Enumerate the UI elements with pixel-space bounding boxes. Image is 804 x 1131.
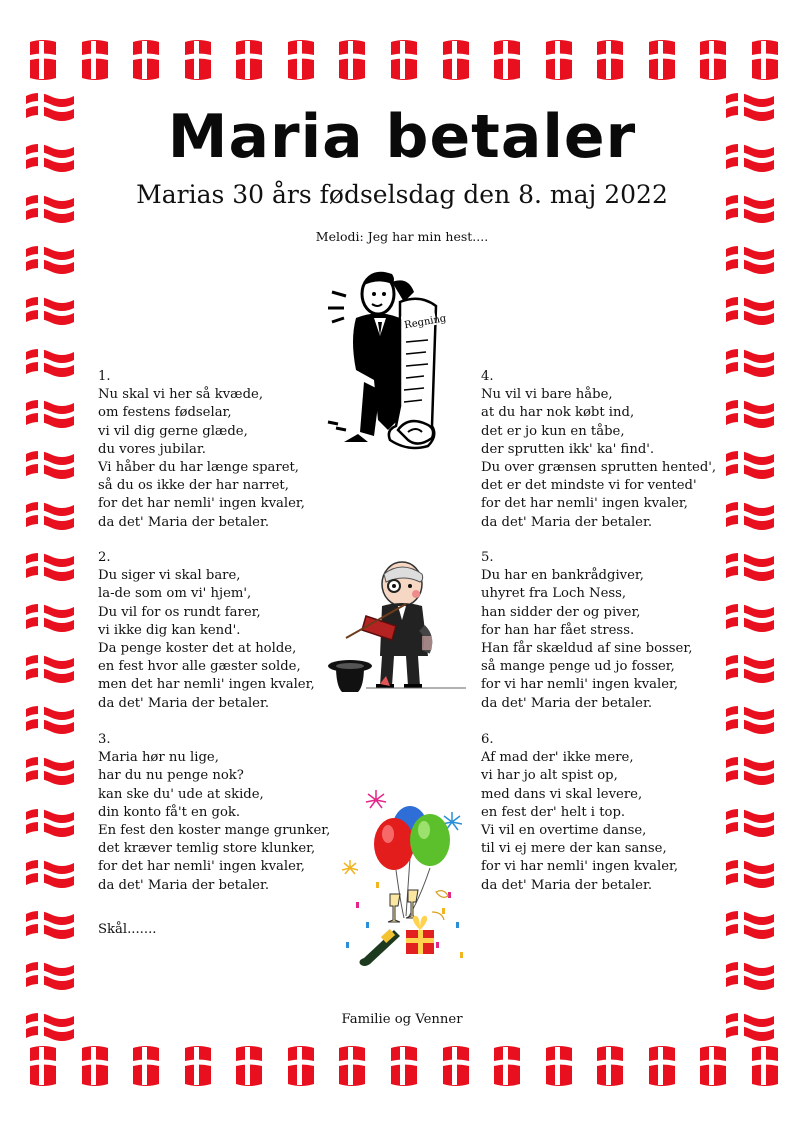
verse-line: for det har nemli' ingen kvaler, bbox=[98, 859, 305, 875]
verse-line: for det har nemli' ingen kvaler, bbox=[481, 496, 688, 512]
verse-line: Du over grænsen sprutten hented', bbox=[481, 460, 717, 476]
danish-flag-icon bbox=[750, 1046, 780, 1086]
verse-number: 1. bbox=[98, 369, 111, 384]
danish-flag-icon bbox=[724, 348, 776, 378]
danish-flag-icon bbox=[724, 859, 776, 889]
danish-flag-icon bbox=[24, 654, 76, 684]
danish-flag-icon bbox=[724, 910, 776, 940]
danish-flag-icon bbox=[24, 296, 76, 326]
verse-1 bbox=[98, 368, 305, 532]
verse-4 bbox=[481, 368, 716, 532]
verse-line: det er det mindste vi for vented' bbox=[481, 478, 697, 494]
verse-line: uhyret fra Loch Ness, bbox=[481, 586, 627, 602]
verse-line: om festens fødselar, bbox=[98, 405, 232, 421]
verse-line: da det' Maria der betaler. bbox=[481, 695, 653, 711]
danish-flag-icon bbox=[286, 40, 316, 80]
party-balloons-illustration bbox=[336, 782, 476, 967]
danish-flag-icon bbox=[337, 1046, 367, 1086]
danish-flag-icon bbox=[724, 501, 776, 531]
danish-flag-icon bbox=[24, 552, 76, 582]
danish-flag-icon bbox=[441, 40, 471, 80]
danish-flag-icon bbox=[131, 40, 161, 80]
danish-flag-icon bbox=[24, 450, 76, 480]
verse-line: Maria hør nu lige, bbox=[98, 750, 219, 766]
danish-flag-icon bbox=[724, 705, 776, 735]
verse-line: da det' Maria der betaler. bbox=[98, 877, 270, 893]
verse-line: for han har fået stress. bbox=[481, 622, 635, 638]
danish-flag-icon bbox=[647, 1046, 677, 1086]
verse-line: vi vil dig gerne glæde, bbox=[98, 423, 248, 439]
verse-line: Nu vil vi bare håbe, bbox=[481, 387, 613, 403]
verse-3 bbox=[98, 731, 330, 895]
danish-flag-icon bbox=[389, 1046, 419, 1086]
man-with-bill-illustration bbox=[318, 262, 464, 452]
danish-flag-icon bbox=[234, 1046, 264, 1086]
verse-line: Du har en bankrådgiver, bbox=[481, 568, 644, 584]
danish-flag-icon bbox=[492, 40, 522, 80]
song-subtitle: Marias 30 års fødselsdag den 8. maj 2022 bbox=[136, 180, 668, 209]
danish-flag-icon bbox=[337, 40, 367, 80]
verse-number: 4. bbox=[481, 369, 494, 384]
danish-flag-icon bbox=[595, 40, 625, 80]
danish-flag-icon bbox=[234, 40, 264, 80]
verse-5 bbox=[481, 549, 692, 713]
danish-flag-icon bbox=[750, 40, 780, 80]
verse-line: med dans vi skal levere, bbox=[481, 786, 643, 802]
verse-line: Vi vil en overtime danse, bbox=[481, 823, 647, 839]
verse-line: Nu skal vi her så kvæde, bbox=[98, 387, 264, 403]
danish-flag-icon bbox=[131, 1046, 161, 1086]
verse-line: din konto få't en gok. bbox=[98, 804, 241, 820]
verse-line: da det' Maria der betaler. bbox=[98, 514, 270, 530]
danish-flag-icon bbox=[183, 1046, 213, 1086]
danish-flag-icon bbox=[698, 1046, 728, 1086]
danish-flag-icon bbox=[80, 1046, 110, 1086]
danish-flag-icon bbox=[724, 399, 776, 429]
verse-line: Vi håber du har længe sparet, bbox=[98, 460, 299, 476]
danish-flag-icon bbox=[595, 1046, 625, 1086]
verse-line: Da penge koster det at holde, bbox=[98, 641, 297, 657]
bill-label: Regning bbox=[403, 313, 448, 332]
danish-flag-icon bbox=[724, 603, 776, 633]
danish-flag-icon bbox=[724, 245, 776, 275]
danish-flag-icon bbox=[389, 40, 419, 80]
verse-line: har du nu penge nok? bbox=[98, 768, 244, 784]
danish-flag-icon bbox=[724, 296, 776, 326]
danish-flag-icon bbox=[24, 756, 76, 786]
danish-flag-icon bbox=[286, 1046, 316, 1086]
danish-flag-icon bbox=[724, 552, 776, 582]
danish-flag-icon bbox=[441, 1046, 471, 1086]
danish-flag-icon bbox=[698, 40, 728, 80]
danish-flag-icon bbox=[492, 1046, 522, 1086]
verse-number: 2. bbox=[98, 550, 111, 565]
verse-line: så mange penge ud jo fosser, bbox=[481, 659, 675, 675]
danish-flag-icon bbox=[724, 961, 776, 991]
verse-2 bbox=[98, 549, 315, 713]
danish-flag-icon bbox=[24, 705, 76, 735]
danish-flag-icon bbox=[724, 756, 776, 786]
verse-line: Han får skældud af sine bosser, bbox=[481, 641, 693, 657]
verse-number: 6. bbox=[481, 732, 494, 747]
verse-line: Du vil for os rundt farer, bbox=[98, 604, 261, 620]
verse-line: så du os ikke der har narret, bbox=[98, 478, 289, 494]
danish-flag-icon bbox=[647, 40, 677, 80]
verse-line: da det' Maria der betaler. bbox=[98, 695, 270, 711]
verse-line: kan ske du' ude at skide, bbox=[98, 786, 264, 802]
closing-cheers: Skål....... bbox=[98, 922, 157, 937]
verse-6 bbox=[481, 731, 678, 895]
verse-number: 5. bbox=[481, 550, 494, 565]
danish-flag-icon bbox=[724, 808, 776, 838]
song-title: Maria betaler bbox=[167, 102, 637, 172]
verse-line: for det har nemli' ingen kvaler, bbox=[98, 496, 305, 512]
danish-flag-icon bbox=[24, 910, 76, 940]
verse-line: da det' Maria der betaler. bbox=[481, 514, 653, 530]
verse-line: du vores jubilar. bbox=[98, 441, 206, 457]
danish-flag-icon bbox=[28, 40, 58, 80]
verse-line: vi ikke dig kan kend'. bbox=[98, 622, 241, 638]
danish-flag-icon bbox=[724, 654, 776, 684]
verse-line: vi har jo alt spist op, bbox=[481, 768, 618, 784]
verse-number: 3. bbox=[98, 732, 111, 747]
verse-line: la-de som om vi' hjem', bbox=[98, 586, 252, 602]
danish-flag-icon bbox=[544, 1046, 574, 1086]
verse-line: der sprutten ikk' ka' find'. bbox=[481, 441, 655, 457]
danish-flag-icon bbox=[24, 501, 76, 531]
verse-line: for vi har nemli' ingen kvaler, bbox=[481, 677, 679, 693]
danish-flag-icon bbox=[24, 961, 76, 991]
verse-line: En fest den koster mange grunker, bbox=[98, 823, 331, 839]
verse-line: det er jo kun en tåbe, bbox=[481, 423, 625, 439]
verse-line: en fest der' helt i top. bbox=[481, 804, 626, 820]
danish-flag-icon bbox=[724, 450, 776, 480]
danish-flag-icon bbox=[183, 40, 213, 80]
danish-flag-icon bbox=[24, 603, 76, 633]
danish-flag-icon bbox=[24, 399, 76, 429]
verse-line: til vi ej mere der kan sanse, bbox=[481, 841, 667, 857]
flag-border-top bbox=[28, 40, 780, 84]
verse-line: at du har nok købt ind, bbox=[481, 405, 635, 421]
verse-line: en fest hvor alle gæster solde, bbox=[98, 659, 301, 675]
fiddler-illustration bbox=[326, 558, 476, 698]
danish-flag-icon bbox=[24, 348, 76, 378]
verse-line: han sidder der og piver, bbox=[481, 604, 641, 620]
verse-line: Du siger vi skal bare, bbox=[98, 568, 241, 584]
signature: Familie og Venner bbox=[341, 1012, 463, 1027]
danish-flag-icon bbox=[24, 245, 76, 275]
danish-flag-icon bbox=[24, 859, 76, 889]
verse-line: det kræver temlig store klunker, bbox=[98, 841, 316, 857]
verse-line: men det har nemli' ingen kvaler, bbox=[98, 677, 315, 693]
danish-flag-icon bbox=[80, 40, 110, 80]
danish-flag-icon bbox=[28, 1046, 58, 1086]
verse-line: for vi har nemli' ingen kvaler, bbox=[481, 859, 679, 875]
melody-note: Melodi: Jeg har min hest.... bbox=[315, 229, 489, 244]
danish-flag-icon bbox=[544, 40, 574, 80]
verse-line: da det' Maria der betaler. bbox=[481, 877, 653, 893]
danish-flag-icon bbox=[24, 808, 76, 838]
verse-line: Af mad der' ikke mere, bbox=[481, 750, 634, 766]
flag-border-bottom bbox=[28, 1046, 780, 1090]
